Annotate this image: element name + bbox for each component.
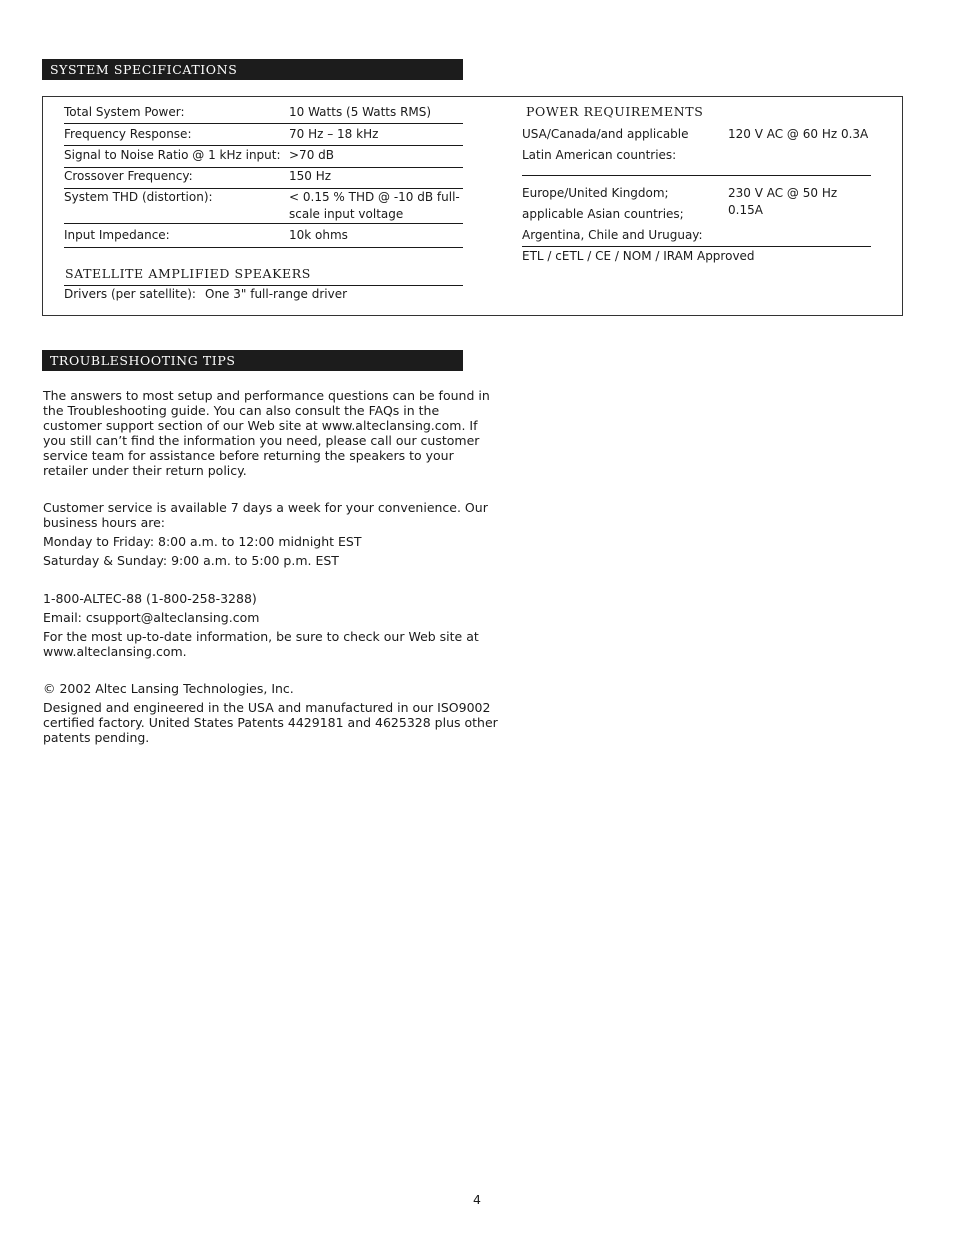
website-line: For the most up-to-date information, be sure to check our Web site at — [43, 629, 479, 644]
paragraph-line: retailer under their return policy. — [43, 463, 247, 478]
power-approvals — [522, 248, 871, 268]
spec-row-crossover — [64, 168, 463, 189]
spec-row-drivers — [64, 286, 463, 306]
spec-value: One 3" full-range driver — [205, 287, 348, 301]
spec-value-line-1: < 0.15 % THD @ -10 dB full- — [289, 190, 460, 204]
spec-value: 10 Watts (5 Watts RMS) — [289, 105, 432, 119]
page-number: 4 — [473, 1192, 481, 1207]
spec-row-thd — [64, 189, 463, 224]
hours-weekday: Monday to Friday: 8:00 a.m. to 12:00 midnight EST — [43, 534, 362, 549]
spec-row-snr — [64, 147, 463, 168]
power-region-line-2: Latin American countries: — [522, 148, 677, 162]
hours-weekend: Saturday & Sunday: 9:00 a.m. to 5:00 p.m. EST — [43, 553, 339, 568]
paragraph-line: patents pending. — [43, 730, 150, 745]
spec-row-total-power — [64, 104, 463, 124]
spec-label: Frequency Response: — [64, 127, 192, 141]
power-value: 120 V AC @ 60 Hz 0.3A — [728, 127, 869, 141]
spec-row-frequency-response — [64, 126, 463, 146]
spec-label: Input Impedance: — [64, 228, 170, 242]
paragraph-line: certified factory. United States Patents 4429181 and 4625328 plus other — [43, 715, 498, 730]
paragraph-line: you still can’t find the information you need, please call our customer — [43, 433, 480, 448]
power-divider — [522, 175, 871, 176]
power-requirements-header: POWER REQUIREMENTS — [526, 104, 704, 119]
spec-value: 10k ohms — [289, 228, 348, 242]
spec-value: 70 Hz – 18 kHz — [289, 127, 379, 141]
power-region-line-3: Argentina, Chile and Uruguay: — [522, 228, 703, 242]
spec-row-input-impedance — [64, 227, 463, 248]
approvals-text: ETL / cETL / CE / NOM / IRAM Approved — [522, 249, 755, 263]
satellite-speakers-header-row — [64, 265, 463, 286]
spec-label: Drivers (per satellite): — [64, 287, 196, 301]
paragraph-line: customer support section of our Web site at www.alteclansing.com. If — [43, 418, 478, 433]
satellite-speakers-header: SATELLITE AMPLIFIED SPEAKERS — [65, 266, 311, 281]
spec-value: >70 dB — [289, 148, 334, 162]
spec-value-line-2: scale input voltage — [289, 207, 404, 221]
spec-label: System THD (distortion): — [64, 190, 213, 204]
paragraph-line: service team for assistance before returning the speakers to your — [43, 448, 454, 463]
spec-label: Crossover Frequency: — [64, 169, 193, 183]
email-address: Email: csupport@alteclansing.com — [43, 610, 260, 625]
copyright: © 2002 Altec Lansing Technologies, Inc. — [43, 681, 294, 696]
paragraph-line: Designed and engineered in the USA and manufactured in our ISO9002 — [43, 700, 491, 715]
spec-value: 150 Hz — [289, 169, 332, 183]
power-region-line-1: Europe/United Kingdom; — [522, 186, 669, 200]
website-url: www.alteclansing.com. — [43, 644, 187, 659]
spec-label: Total System Power: — [64, 105, 185, 119]
power-group-americas — [522, 126, 871, 166]
phone-number: 1-800-ALTEC-88 (1-800-258-3288) — [43, 591, 257, 606]
paragraph-line: business hours are: — [43, 515, 165, 530]
paragraph-line: Customer service is available 7 days a week for your convenience. Our — [43, 500, 488, 515]
system-specifications-header: SYSTEM SPECIFICATIONS — [42, 59, 463, 80]
power-region-line-1: USA/Canada/and applicable — [522, 127, 689, 141]
troubleshooting-tips-header: TROUBLESHOOTING TIPS — [42, 350, 463, 371]
power-value: 230 V AC @ 50 Hz 0.15A — [728, 186, 838, 217]
power-region-line-2: applicable Asian countries; — [522, 207, 684, 221]
spec-label: Signal to Noise Ratio @ 1 kHz input: — [64, 148, 281, 162]
paragraph-line: the Troubleshooting guide. You can also consult the FAQs in the — [43, 403, 440, 418]
paragraph-line: The answers to most setup and performance questions can be found in — [43, 388, 490, 403]
power-group-europe-asia — [522, 185, 871, 247]
